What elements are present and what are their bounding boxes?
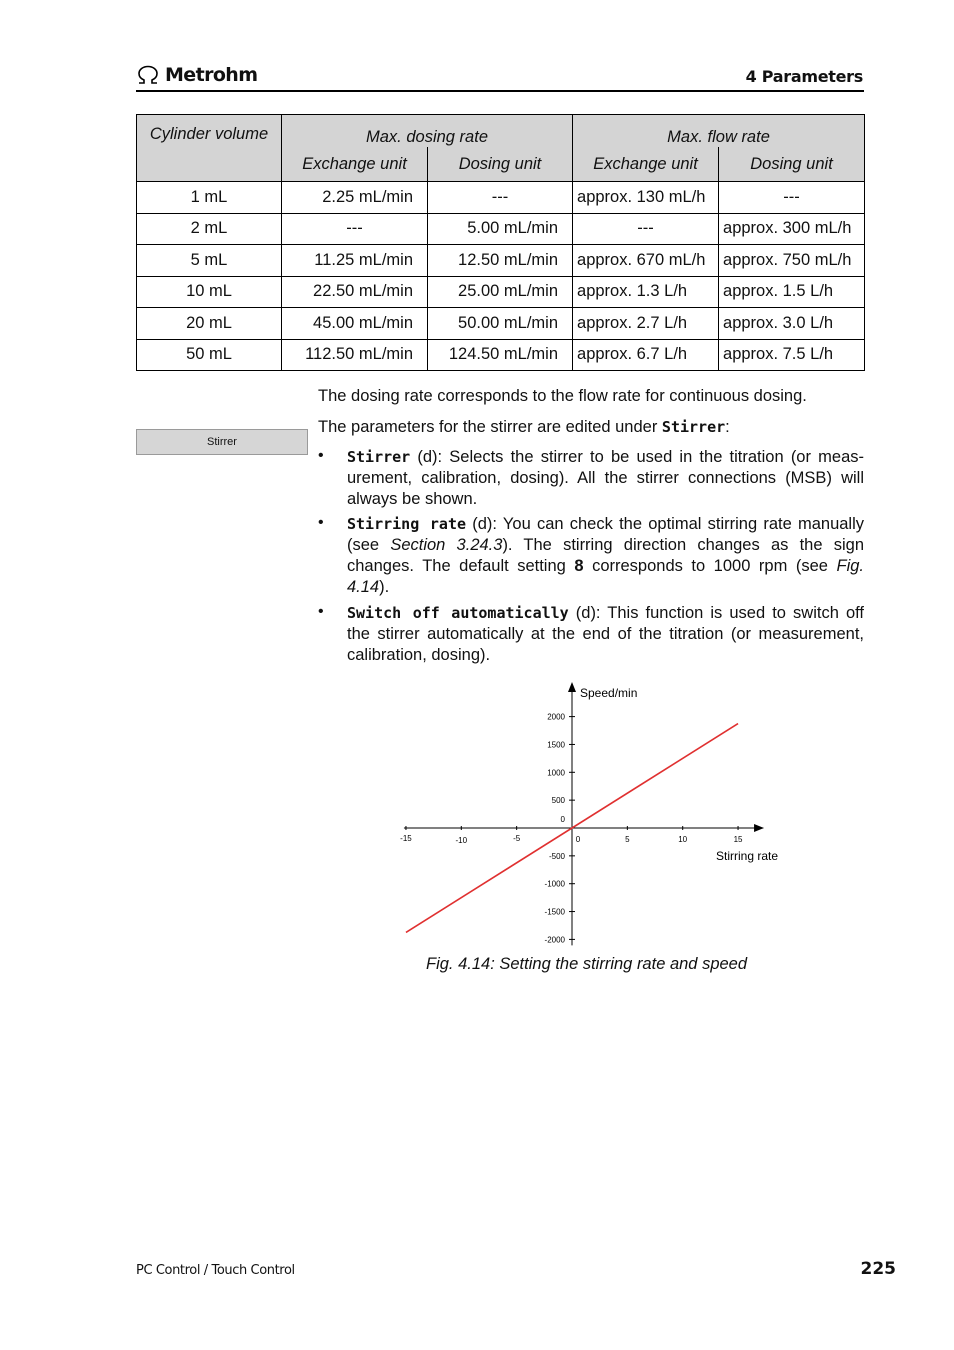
table-cell: 12.50 mL/min (428, 245, 573, 277)
table-cell: 22.50 mL/min (282, 276, 428, 308)
table-cell: 5.00 mL/min (428, 213, 573, 245)
param-name: Switch off automatically (347, 604, 569, 622)
bullet-stirrer (347, 447, 864, 510)
dosing-rate-table (136, 114, 865, 371)
x-tick-label: 10 (678, 835, 688, 844)
table-row (137, 276, 865, 308)
header-rule (136, 90, 864, 92)
table-cell: approx. 130 mL/h (573, 182, 719, 214)
table-cell: 25.00 mL/min (428, 276, 573, 308)
table-cell: 20 mL (137, 308, 282, 340)
table-cell: 112.50 mL/min (282, 339, 428, 371)
subheader-exchange-unit: Exchange unit (573, 147, 719, 182)
table-cell: 11.25 mL/min (282, 245, 428, 277)
table-cell: --- (282, 213, 428, 245)
table-cell: 2.25 mL/min (282, 182, 428, 214)
figure-caption: Fig. 4.14: Setting the stirring rate and speed (426, 955, 748, 973)
section-reference: Section 3.24.3 (390, 536, 503, 554)
text-run: ). The stirring direction changes as the sign changes. The default setting (347, 536, 864, 575)
bullet: • (318, 514, 324, 531)
table-cell: --- (573, 213, 719, 245)
y-axis-arrow (568, 682, 576, 692)
param-name: Stirrer (347, 448, 411, 466)
table-cell: approx. 1.3 L/h (573, 276, 719, 308)
subheader-exchange-unit: Exchange unit (282, 147, 428, 182)
omega-logo-icon (136, 65, 160, 85)
metrohm-logo (136, 63, 257, 87)
x-tick-label: 5 (625, 835, 630, 844)
x-tick-label: 0 (575, 835, 581, 844)
table-cell: 124.50 mL/min (428, 339, 573, 371)
y-axis-label: Speed/min (580, 686, 638, 700)
text-run: ). (379, 578, 390, 596)
table-cell: approx. 7.5 L/h (719, 339, 865, 371)
table-cell: --- (428, 182, 573, 214)
table-row (137, 245, 865, 277)
chapter-title: 4 Parameters (745, 67, 863, 86)
bullet: • (318, 447, 324, 464)
table-cell: approx. 6.7 L/h (573, 339, 719, 371)
figure-reference: Fig. 4.14 (347, 557, 864, 596)
table-cell: approx. 2.7 L/h (573, 308, 719, 340)
table-cell: 5 mL (137, 245, 282, 277)
default-value: 8 (574, 557, 584, 575)
table-cell: 45.00 mL/min (282, 308, 428, 340)
subheader-dosing-unit: Dosing unit (428, 147, 573, 182)
paragraph-stirrer-params (318, 417, 864, 438)
table-row (137, 308, 865, 340)
bullet-stirring-rate (347, 514, 864, 598)
y-tick-label: 0 (560, 815, 565, 824)
y-tick-label: -500 (548, 851, 565, 861)
table-cell: 50 mL (137, 339, 282, 371)
x-axis-label: Stirring rate (716, 849, 779, 863)
stirrer-button[interactable]: Stirrer (136, 429, 308, 455)
x-tick-label: -10 (455, 836, 468, 845)
logo-text: Metrohm (165, 64, 258, 86)
text-run: (d): You can check the optimal stirring rate manually (see (347, 515, 865, 554)
x-axis-arrow (754, 824, 764, 832)
y-tick-label: -1500 (544, 907, 565, 917)
y-tick-label: -1000 (544, 879, 565, 889)
header-max-dosing-rate: Max. dosing rate (282, 115, 573, 148)
y-tick-label: -2000 (544, 935, 565, 945)
table-cell: approx. 1.5 L/h (719, 276, 865, 308)
header-cylinder-volume: Cylinder volume (137, 115, 282, 182)
page-number: 225 (860, 1259, 896, 1279)
table-row (137, 213, 865, 245)
stirring-rate-chart (390, 680, 790, 950)
footer-product: PC Control / Touch Control (136, 1263, 295, 1278)
table-cell: 10 mL (137, 276, 282, 308)
bullet-switch-off (347, 603, 864, 666)
bullet: • (318, 603, 324, 620)
table-cell: approx. 670 mL/h (573, 245, 719, 277)
table-cell: approx. 3.0 L/h (719, 308, 865, 340)
header-max-flow-rate: Max. flow rate (573, 115, 865, 148)
x-tick-label: -15 (400, 834, 412, 843)
y-tick-label: 1000 (547, 768, 565, 778)
table-cell: 2 mL (137, 213, 282, 245)
table-row (137, 339, 865, 371)
table-cell: 1 mL (137, 182, 282, 214)
text-run: (d): Selects the stirrer to be used in the titration (or measurement, calibration, dosing). All the stirrer connections (MSB) will always be shown. (347, 448, 864, 508)
x-tick-label: 15 (733, 835, 743, 844)
text-run: (d): This function is used to switch off the stirrer automatically at the end of the titration (or measurement, calibration, dosing). (347, 604, 864, 664)
table-cell: 50.00 mL/min (428, 308, 573, 340)
param-name: Stirring rate (347, 515, 467, 533)
table-cell: approx. 300 mL/h (719, 213, 865, 245)
y-tick-label: 1500 (547, 740, 565, 750)
subheader-dosing-unit: Dosing unit (719, 147, 865, 182)
param-name: Stirrer (661, 418, 726, 436)
table-cell: --- (719, 182, 865, 214)
y-tick-label: 500 (551, 796, 565, 806)
table-cell: approx. 750 mL/h (719, 245, 865, 277)
text-run: The parameters for the stirrer are edited under (318, 418, 662, 436)
y-tick-label: 2000 (547, 712, 565, 722)
paragraph-dosing-rate: The dosing rate corresponds to the flow rate for continuous dosing. (318, 387, 807, 405)
table-row (137, 182, 865, 214)
x-tick-label: -5 (513, 834, 521, 843)
text-run: : (725, 418, 730, 436)
text-run: corresponds to 1000 rpm (see (583, 557, 837, 575)
